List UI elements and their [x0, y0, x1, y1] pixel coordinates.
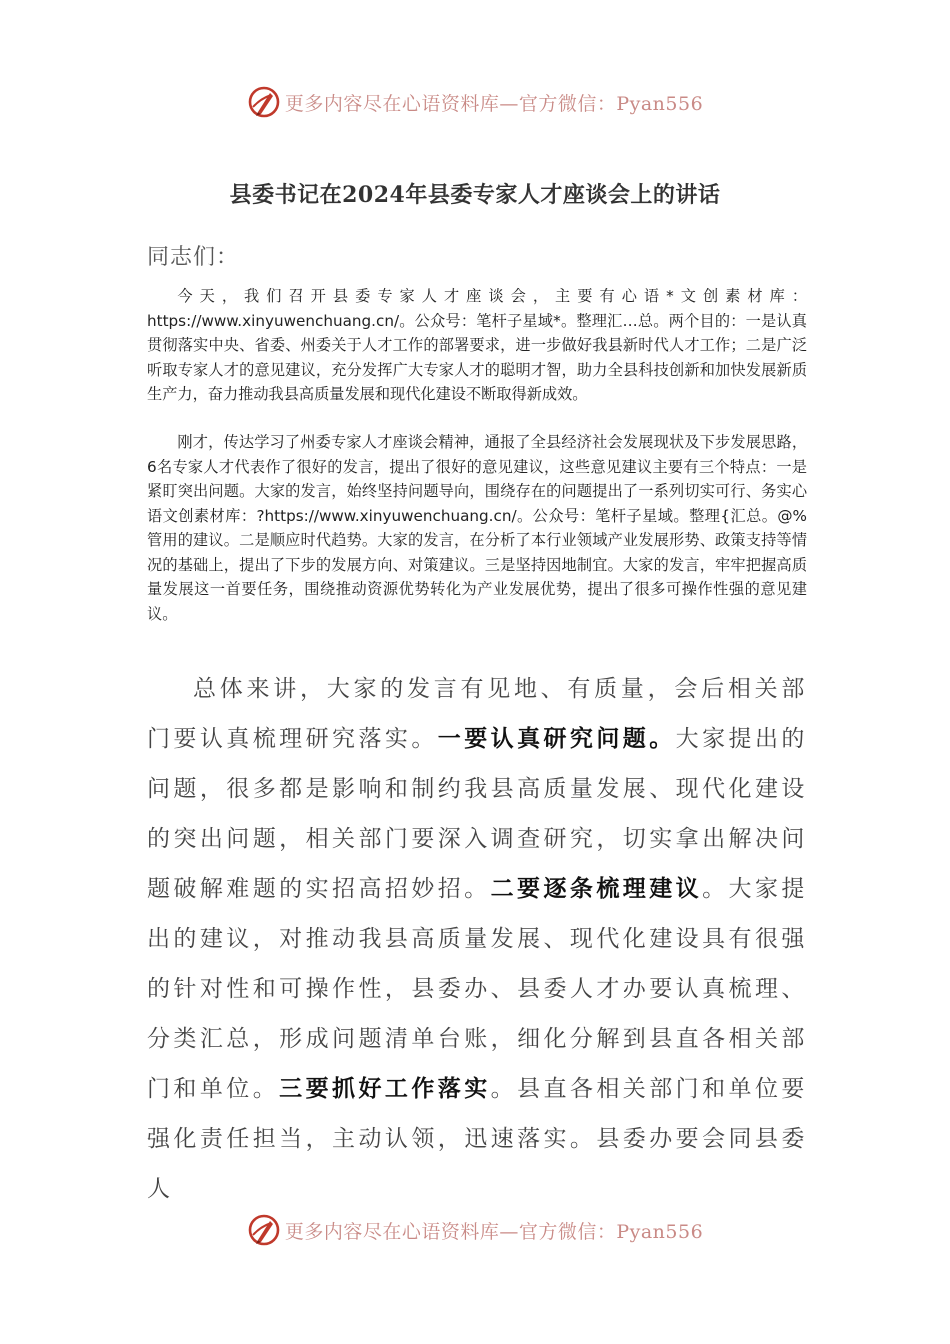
- main-paragraph: [147, 664, 807, 1214]
- point-1-heading: 一要认真研究问题。: [437, 726, 676, 752]
- header-banner: [0, 82, 950, 122]
- banner-text: 更多内容尽在心语资料库—官方微信：Pyan556: [284, 1220, 704, 1243]
- paragraph-2: 刚才，传达学习了州委专家人才座谈会精神，通报了全县经济社会发展现状及下步发展思路，6名专家人才代表作了很好的发言，提出了很好的意见建议，这些意见建议主要有三个特点：一是紧盯突出问题。大家的发言，始终坚持问题导向，围绕存在的问题提出了一系列切实可行、务实心语文创素材库：?https://www.xinyuwenchuang.cn/。公众号：笔杆子星域。整理{汇总。@%管用的建议。二是顺应时代趋势。大家的发言，在分析了本行业领域产业发展形势、政策支持等情况的基础上，提出了下步的发展方向、对策建议。三是坚持因地制宜。大家的发言，牢牢把握高质量发展这一首要任务，围绕推动资源优势转化为产业发展优势，提出了很多可操作性强的意见建议。: [147, 433, 807, 623]
- document-title: 县委书记在2024年县委专家人才座谈会上的讲话: [229, 182, 721, 208]
- point-2-heading: 二要逐条梳理建议: [490, 876, 703, 902]
- point-3-body: 。县直各相关部门和单位要强化责任担当，主动认领，迅速落实。县委办要会同县委人: [147, 1076, 808, 1202]
- salutation: 同志们：: [147, 245, 240, 270]
- point-1-body: 大家提出的问题，很多都是影响和制约我县高质量发展、现代化建设的突出问题，相关部门要深入调查研究，切实拿出解决问题破解难题的实招高招妙招。: [147, 726, 808, 902]
- point-2-body: 。大家提出的建议，对推动我县高质量发展、现代化建设具有很强的针对性和可操作性，县委办、县委人才办要认真梳理、分类汇总，形成问题清单台账，细化分解到县直各相关部门和单位。: [147, 876, 807, 1102]
- banner-text: 更多内容尽在心语资料库—官方微信：Pyan556: [284, 92, 704, 115]
- main-intro: 总体来讲，大家的发言有见地、有质量，会后相关部门要认真梳理研究落实。: [147, 676, 807, 752]
- point-3-heading: 三要抓好工作落实: [279, 1076, 491, 1102]
- pen-logo-icon: [247, 85, 281, 119]
- pen-logo-icon: [247, 1213, 281, 1247]
- footer-banner: [0, 1210, 950, 1250]
- paragraph-1: 今天，我们召开县委专家人才座谈会，主要有心语*文创素材库：https://www.xinyuwenchuang.cn/。公众号：笔杆子星域*。整理汇…总。两个目的：一是认真贯彻落实中央、省委、州委关于人才工作的部署要求，进一步做好我县新时代人才工作；二是广泛听取专家人才的意见建议，充分发挥广大专家人才的聪明才智，助力全县科技创新和加快发展新质生产力，奋力推动我县高质量发展和现代化建设不断取得新成效。: [147, 287, 807, 403]
